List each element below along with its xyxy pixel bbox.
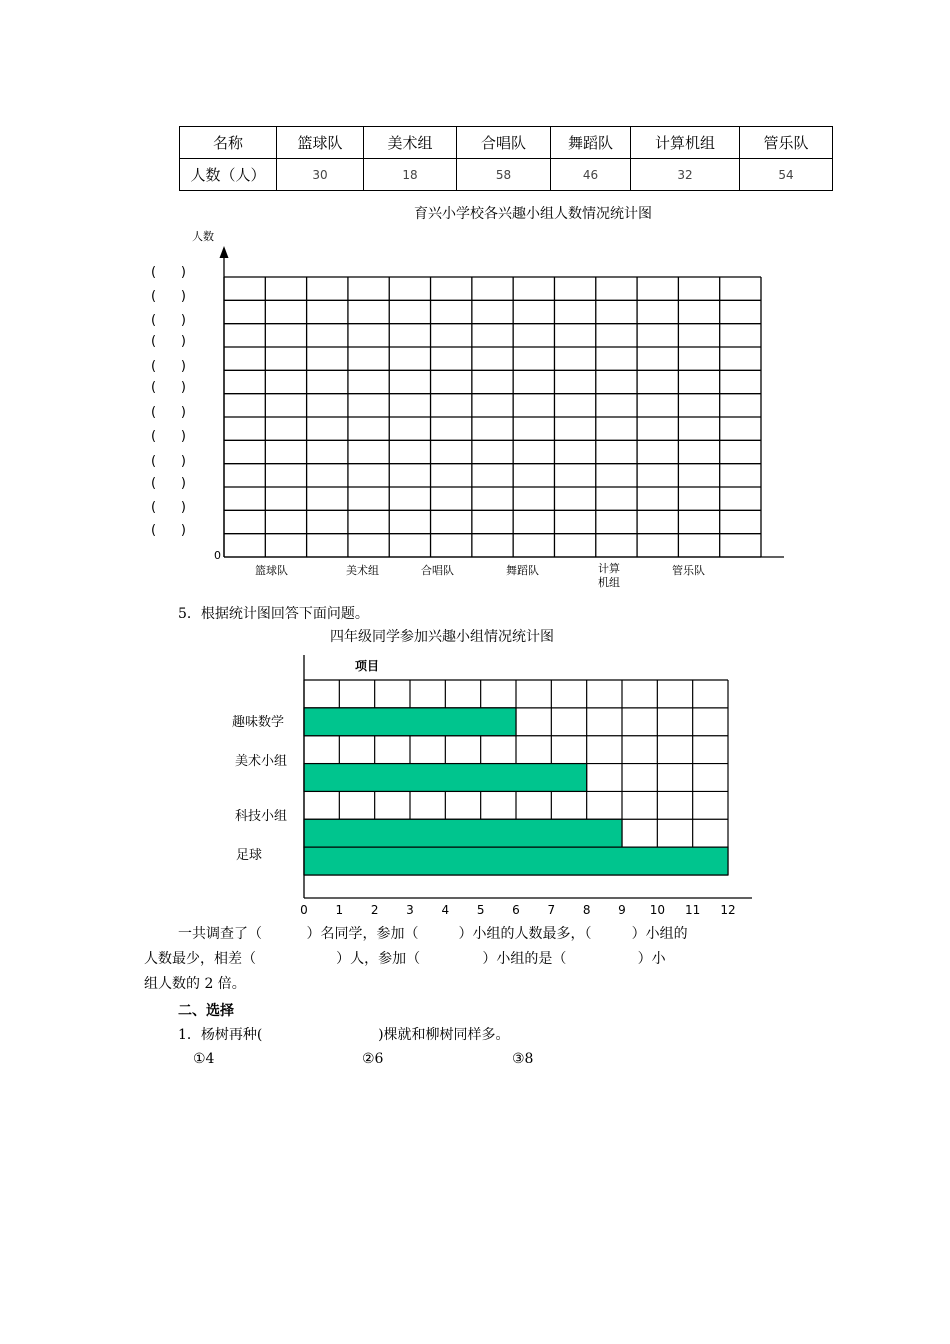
chart1-zero: 0 — [214, 549, 221, 562]
y-value-blank: ( ) — [151, 289, 186, 304]
chart1-category: 篮球队 — [255, 564, 288, 577]
table-header-cell: 美术组 — [364, 127, 457, 159]
chart2-x-tick-label: 4 — [441, 903, 450, 917]
y-value-blank: ( ) — [151, 334, 186, 349]
fill-in-line-1: 一共调查了（ ）名同学，参加（ ）小组的人数最多，（ ）小组的 — [178, 926, 688, 942]
chart1-category: 舞蹈队 — [506, 564, 539, 577]
chart2-title: 四年级同学参加兴趣小组情况统计图 — [330, 629, 554, 645]
chart1-category: 管乐队 — [672, 564, 705, 577]
chart1-category: 合唱队 — [421, 564, 454, 577]
chart2-x-tick-label: 12 — [720, 903, 736, 917]
chart2-ylabel: 项目 — [355, 659, 380, 673]
chart2-x-tick-label: 9 — [618, 903, 626, 917]
table-cell: 46 — [551, 159, 631, 191]
y-value-blank: ( ) — [151, 359, 186, 374]
chart2-x-tick-label: 7 — [547, 903, 556, 917]
chart2-category: 科技小组 — [235, 809, 288, 824]
chart1-category: 计算 机组 — [598, 562, 620, 589]
y-value-blank: ( ) — [151, 500, 186, 515]
y-value-blank: ( ) — [151, 476, 186, 491]
choice-question-1: 1．杨树再种( )棵就和柳树同样多。 — [178, 1027, 510, 1043]
table-cell: 18 — [364, 159, 457, 191]
table-header-cell: 计算机组 — [631, 127, 740, 159]
table-cell: 32 — [631, 159, 740, 191]
option-3: ③8 — [512, 1051, 534, 1067]
y-value-blank: ( ) — [151, 405, 186, 420]
table-row-label: 人数（人） — [180, 159, 277, 191]
y-value-blank: ( ) — [151, 523, 186, 538]
table-header-cell: 管乐队 — [740, 127, 833, 159]
chart1-title: 育兴小学校各兴趣小组人数情况统计图 — [414, 206, 652, 222]
chart2-x-tick-label: 5 — [476, 903, 485, 917]
y-value-blank: ( ) — [151, 454, 186, 469]
chart2-bar — [304, 847, 728, 875]
table-header-cell: 名称 — [180, 127, 277, 159]
section-title: 二、选择 — [178, 1003, 234, 1019]
chart2-x-tick-label: 8 — [582, 903, 591, 917]
y-value-blank: ( ) — [151, 380, 186, 395]
chart2-x-tick-label: 2 — [370, 903, 379, 917]
table-cell: 30 — [277, 159, 364, 191]
question-5: 5．根据统计图回答下面问题。 — [178, 606, 369, 622]
chart2-x-tick-label: 10 — [649, 903, 665, 917]
table-header-cell: 合唱队 — [457, 127, 551, 159]
fill-in-line-3: 组人数的 2 倍。 — [144, 976, 246, 992]
chart2-category: 趣味数学 — [232, 715, 285, 730]
chart1-category: 美术组 — [346, 564, 379, 577]
chart2-x-tick-label: 0 — [300, 903, 308, 917]
chart2-category: 足球 — [236, 848, 263, 863]
chart2-x-tick-label: 6 — [512, 903, 520, 917]
chart2-x-tick-label: 3 — [406, 903, 414, 917]
table-header-cell: 舞蹈队 — [551, 127, 631, 159]
chart2-x-tick-label: 1 — [335, 903, 344, 917]
chart2-bar — [304, 819, 622, 847]
chart2-bar — [304, 764, 587, 792]
y-value-blank: ( ) — [151, 313, 186, 328]
chart1-ylabel: 人数 — [192, 230, 214, 243]
chart2-x-tick-label: 11 — [685, 903, 701, 917]
option-1: ①4 — [193, 1051, 215, 1067]
chart2-bar — [304, 708, 516, 736]
y-value-blank: ( ) — [151, 265, 186, 280]
fill-in-line-2: 人数最少，相差（ ）人，参加（ ）小组的是（ ）小 — [144, 951, 666, 967]
y-value-blank: ( ) — [151, 429, 186, 444]
table-header-cell: 篮球队 — [277, 127, 364, 159]
option-2: ②6 — [362, 1051, 384, 1067]
table-cell: 54 — [740, 159, 833, 191]
table-cell: 58 — [457, 159, 551, 191]
chart2-category: 美术小组 — [235, 754, 288, 769]
